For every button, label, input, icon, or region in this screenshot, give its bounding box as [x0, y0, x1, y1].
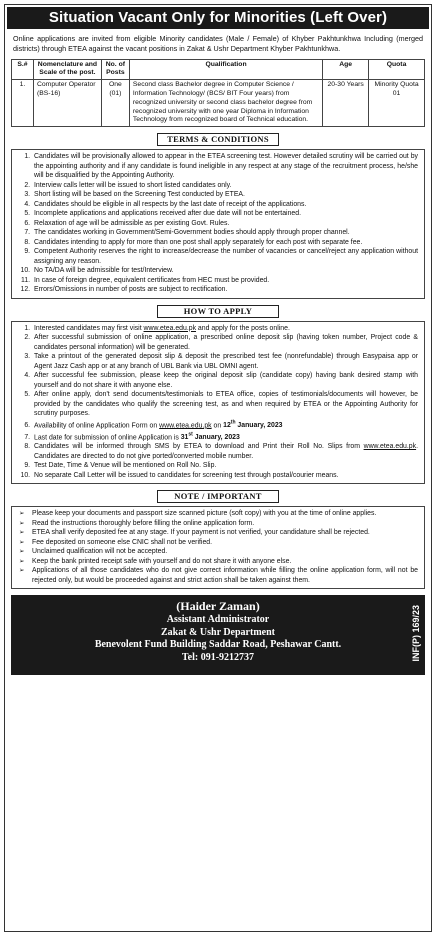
start-date: 12 [223, 422, 231, 430]
header-post: Nomenclature and Scale of the post. [33, 59, 101, 79]
list-item: 4. Candidates should be eligible in all respects by the last date of receipt of the applications. [32, 200, 418, 210]
list-item: 2. Interview calls letter will be issued to short listed candidates only. [32, 181, 418, 191]
item-text: and apply for the posts online. [196, 324, 290, 332]
list-item: 6. Relaxation of age will be admissible as per existing Govt. Rules. [32, 219, 418, 229]
notes-box [11, 506, 425, 589]
etea-link[interactable]: www.etea.edu.pk [363, 443, 417, 451]
list-item: 9. Competent Authority reserves the right to increase/decrease the number of vacancies or cancel/reject any application without assigning any reason. [32, 247, 418, 266]
terms-box [11, 149, 425, 299]
signatory-designation: Assistant Administrator [166, 614, 270, 626]
header-quota: Quota [369, 59, 425, 79]
list-item: 11. In case of foreign degree, equivalent certificates from HEC must be provided. [32, 276, 418, 286]
list-item: 9. Test Date, Time & Venue will be mentioned on Roll No. Slip. [32, 461, 418, 471]
ad-reference-number: INF(P) 169/23 [411, 605, 421, 662]
cell-post: Computer Operator (BS-16) [33, 79, 101, 127]
notes-list [18, 509, 418, 585]
list-item: 2. After successful submission of online application, a prescribed online deposit slip (having token number, Project code & candidates personal information) will be generated. [32, 333, 418, 352]
notes-heading: NOTE / IMPORTANT [157, 490, 279, 503]
header-age: Age [323, 59, 369, 79]
list-item [32, 419, 418, 431]
last-month: January, 2023 [192, 433, 240, 441]
item-text: . Candidates are directed to do not give ported/converted mobile number. [34, 443, 418, 460]
cell-age: 20-30 Years [323, 79, 369, 127]
terms-heading: TERMS & CONDITIONS [157, 133, 279, 146]
signatory-name: (Haider Zaman) [176, 599, 260, 614]
advertisement [4, 4, 432, 932]
list-item: 10. No TA/DA will be admissible for test/Interview. [32, 266, 418, 276]
item-text: Last date for submission of online Application is [34, 433, 181, 441]
header-qualification: Qualification [129, 59, 322, 79]
department-name: Zakat & Ushr Department [161, 626, 275, 638]
terms-list [18, 152, 418, 295]
ad-title: Situation Vacant Only for Minorities (Left Over) [7, 7, 429, 29]
apply-box [11, 321, 425, 485]
last-date: 31 [180, 433, 189, 441]
list-item: 8. Candidates intending to apply for more than one post shall apply separately for each post with separate fee. [32, 238, 418, 248]
list-item [32, 324, 418, 334]
header-no-of-posts: No. of Posts [101, 59, 129, 79]
item-text: on [211, 422, 224, 430]
etea-link[interactable]: www.etea.edu.pk [159, 422, 212, 430]
date-suffix: st [188, 431, 193, 438]
header-sno: S.# [12, 59, 34, 79]
signature-block [11, 595, 425, 675]
list-item: 4. After successful fee submission, please keep the original deposit slip (candidate copy) having bank desired stamp with yourself and do not share it with anyone else. [32, 371, 418, 390]
posts-table-header [12, 59, 425, 79]
apply-list [18, 324, 418, 481]
posts-table [11, 59, 425, 128]
list-item: ➢ Applications of all those candidates who do not give correct information while filling the online application form, will not be rejected only, but would be proceeded against and strict action shall be taken against them. [30, 566, 418, 585]
list-item: 3. Take a printout of the generated deposit slip & deposit the prescribed test fee (nonrefundable) through Easypaisa app or Agent Jazz Cash app or at any branch of UBL Bank via UBL OMNI agent. [32, 352, 418, 371]
list-item: ➢ Fee deposited on someone else CNIC shall not be verified. [30, 538, 418, 548]
table-row [12, 79, 425, 127]
list-item: 5. Incomplete applications and applications received after due date will not be entertained. [32, 209, 418, 219]
list-item: ➢ Please keep your documents and passport size scanned picture (soft copy) with you at the time of online applies. [30, 509, 418, 519]
item-text: Candidates will be informed through SMS by ETEA to download and Print their Roll No. Slips from [34, 443, 364, 451]
cell-quota: Minority Quota 01 [369, 79, 425, 127]
list-item: 1. Candidates will be provisionally allowed to appear in the ETEA screening test. However detailed scrutiny will be carried out by the appointing authority and if any candidate is found ineligible in any respect at any stage of the recruitment process, he/she will be disqualified by the Appointing Authority. [32, 152, 418, 181]
list-item [32, 442, 418, 461]
list-item [32, 431, 418, 443]
list-item: 3. Short listing will be based on the Screening Test conducted by ETEA. [32, 190, 418, 200]
list-item: ➢ Keep the bank printed receipt safe with yourself and do not share it with anyone else. [30, 557, 418, 567]
cell-qualification: Second class Bachelor degree in Computer Science / Information Technology/ (BCS/ BIT Four years) from recognized university or second class bachelor degree from recognized university with one year Diploma in Information Technology from recognized board of Technical education. [129, 79, 322, 127]
cell-posts: One (01) [101, 79, 129, 127]
start-month: January, 2023 [235, 422, 283, 430]
list-item: 10. No separate Call Letter will be issued to candidates for screening test through postal/courier means. [32, 471, 418, 481]
item-text: Interested candidates may first visit [34, 324, 144, 332]
date-suffix: th [230, 419, 236, 426]
intro-paragraph: Online applications are invited from eligible Minority candidates (Male / Female) of Khyber Pakhtunkhwa Including (merged districts) through ETEA against the vacant positions in Zakat & Ushr Department Khyber Pakhtunkhwa. [13, 34, 423, 53]
office-address: Benevolent Fund Building Saddar Road, Peshawar Cantt. [94, 639, 342, 651]
cell-sno: 1. [12, 79, 34, 127]
apply-heading: HOW TO APPLY [157, 305, 279, 318]
list-item: ➢ Unclaimed qualification will not be accepted. [30, 547, 418, 557]
office-phone: Tel: 091-9212737 [181, 651, 255, 663]
list-item: ➢ ETEA shall verify deposited fee at any stage. If your payment is not verified, your candidature shall be rejected. [30, 528, 418, 538]
etea-link[interactable]: www.etea.edu.pk [143, 324, 197, 332]
list-item: 5. After online apply, don't send documents/testimonials to ETEA office, copies of testimonials/documents will however, be provided by the candidates who qualify the screening test, as and when required by ETEA or the Appointing Authority for scrutiny purposes. [32, 390, 418, 419]
item-text: Availability of online Application Form on [34, 422, 160, 430]
list-item: 12. Errors/Omissions in number of posts are subject to rectification. [32, 285, 418, 295]
list-item: 7. The candidates working in Government/Semi-Government bodies should apply through proper channel. [32, 228, 418, 238]
list-item: ➢ Read the instructions thoroughly before filling the online application form. [30, 519, 418, 529]
